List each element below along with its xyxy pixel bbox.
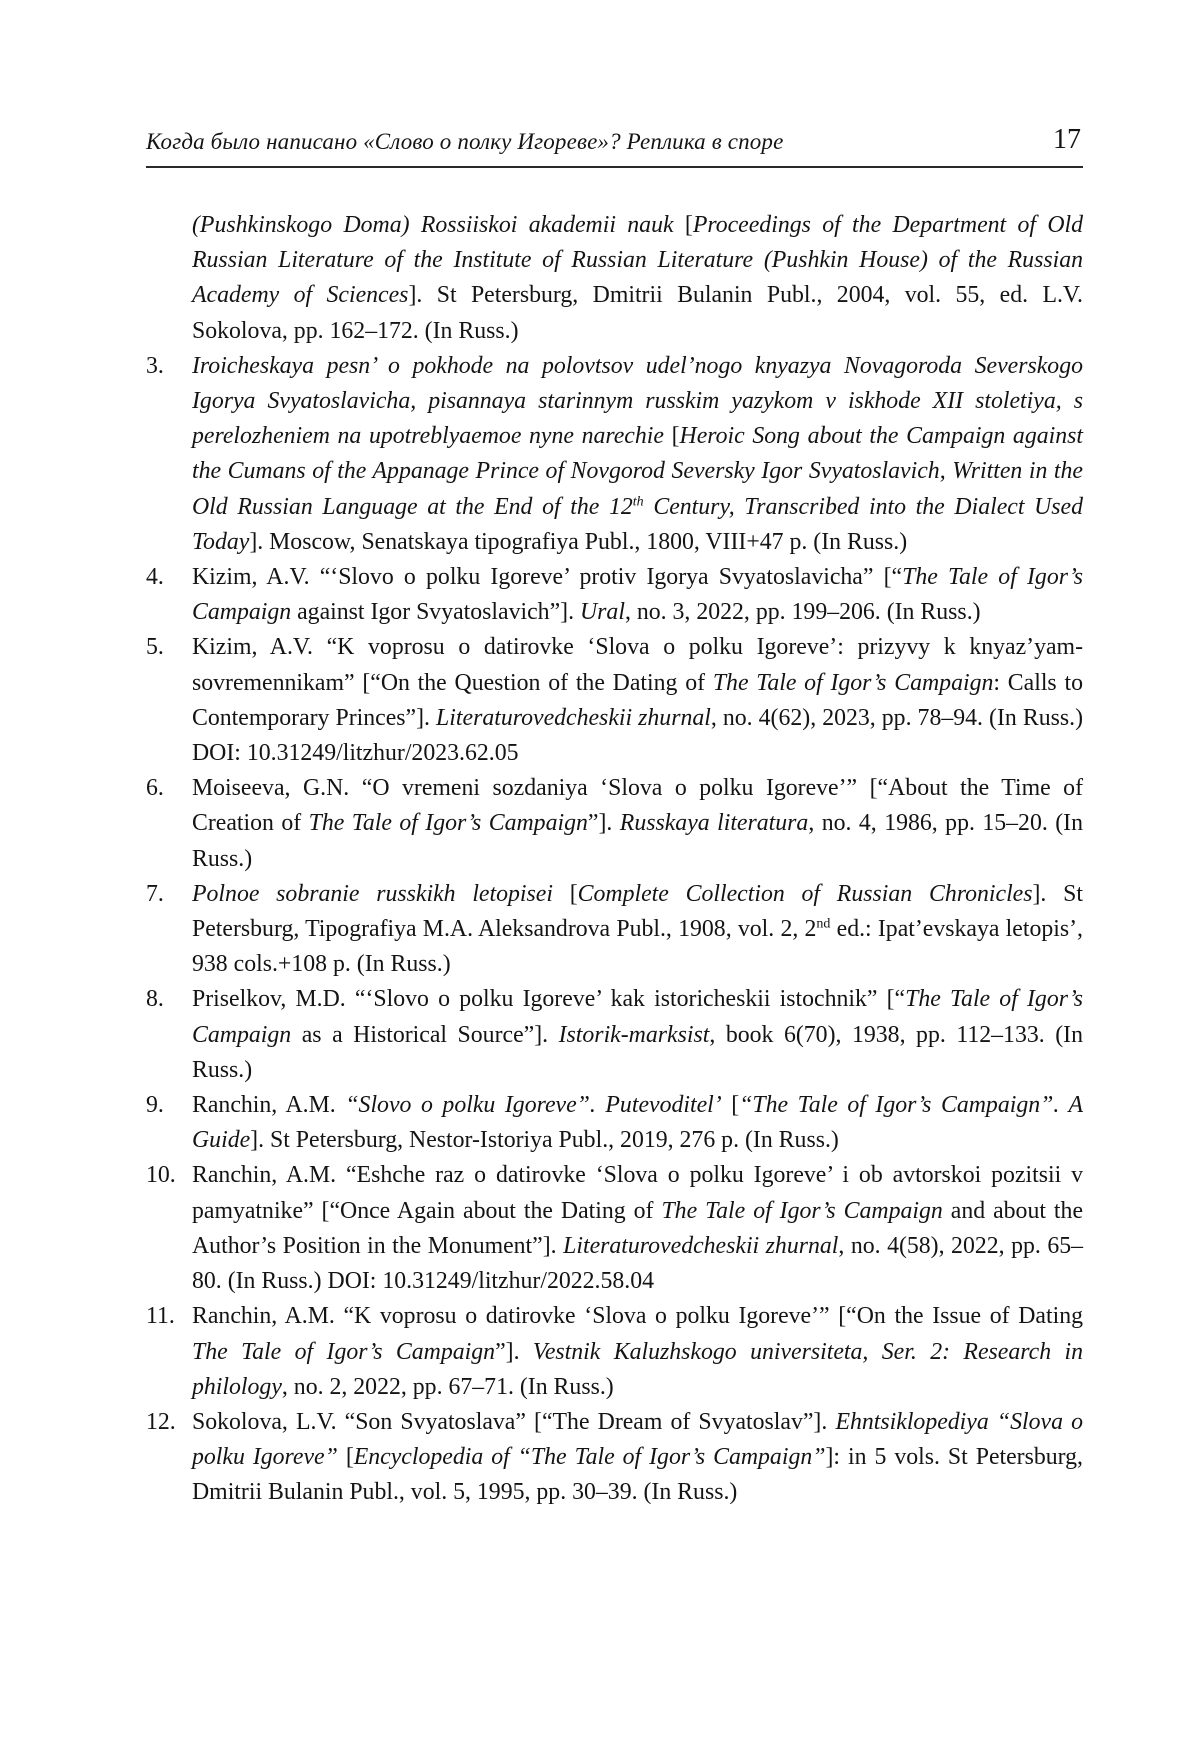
text-segment: ]. Moscow, Senatskaya tipografiya Publ., 1800, VIII+47 p. (In Russ.) — [249, 528, 908, 555]
italic-segment: Encyclopedia of “The Tale of Igor’s Campaign” — [353, 1444, 826, 1471]
italic-segment: The Tale of Igor’s Campaign — [712, 669, 994, 696]
reference-number: 7. — [146, 880, 164, 907]
reference-number: 12. — [146, 1408, 176, 1435]
text-segment: , no. 4, 1986, pp. 15–20. (In Russ.) — [192, 810, 1083, 872]
text-segment: ]. St Petersburg, Nestor-Istoriya Publ., 2019, 276 p. (In Russ.) — [250, 1127, 839, 1154]
reference-item — [146, 1088, 1083, 1158]
reference-item — [146, 630, 1083, 771]
italic-segment: Istorik-marksist — [558, 1021, 710, 1048]
italic-segment: Russkaya literatura — [619, 810, 809, 837]
text-segment: ]: in 5 vols. St Petersburg, Dmitrii Bulanin Publ., vol. 5, 1995, pp. 30–39. (In Russ.) — [192, 1444, 1084, 1506]
text-segment: , no. 4(58), 2022, pp. 65–80. (In Russ.) DOI: 10.31249/litzhur/2022.58.04 — [192, 1232, 1084, 1295]
reference-number: 10. — [146, 1162, 176, 1189]
reference-item — [146, 1405, 1083, 1511]
text-segment: , no. 3, 2022, pp. 199–206. (In Russ.) — [624, 599, 981, 626]
reference-text — [192, 349, 1083, 560]
italic-segment: Literaturovedcheskii zhurnal — [436, 704, 711, 731]
text-segment: : Calls to Contemporary Princes”]. — [192, 669, 1083, 731]
reference-text — [192, 208, 1083, 349]
reference-number: 9. — [146, 1092, 164, 1119]
italic-segment: The Tale of Igor’s Campaign — [192, 986, 1083, 1048]
text-segment: Moiseeva, G.N. “O vremeni sozdaniya ‘Slova o polku Igoreve’” [“About the Time of Creation of — [192, 775, 1083, 837]
reference-text — [192, 771, 1083, 877]
text-segment: Kizim, A.V. “‘Slovo o polku Igoreve’ protiv Igorya Svyatoslavicha” [“ — [192, 564, 903, 591]
text-segment: Sokolova, L.V. “Son Svyatoslava” [“The Dream of Svyatoslav”]. — [192, 1408, 836, 1435]
text-segment: Ranchin, A.M. “Eshche raz o datirovke ‘Slova o polku Igoreve’ i ob avtorskoi pozitsii v pamyatnike” [“Once Again about the Dating of — [192, 1162, 1083, 1224]
reference-item — [146, 877, 1083, 983]
text-segment: Priselkov, M.D. “‘Slovo o polku Igoreve’ kak istoricheskii istochnik” [“ — [192, 986, 906, 1013]
reference-text — [192, 1088, 1083, 1158]
text-segment: ”]. — [587, 810, 620, 837]
italic-segment: Ehntsiklopediya “Slova o polku Igoreve” — [192, 1408, 1083, 1471]
italic-segment: Literaturovedcheskii zhurnal — [563, 1232, 839, 1259]
italic-segment: Proceedings of the Department of Old Russian Literature of the Institute of Russian Literature (Pushkin House) of the Russian Academy of Sciences — [192, 212, 1084, 309]
italic-segment: Century, Transcribed into the Dialect Used Today — [192, 493, 1083, 555]
text-segment: [ — [721, 1092, 740, 1119]
italic-segment: The Tale of Igor’s Campaign — [308, 810, 588, 837]
italic-segment: (Pushkinskogo Doma) Rossiiskoi akademii nauk — [192, 212, 674, 238]
text-segment: Ranchin, A.M. “K voprosu o datirovke ‘Slova o polku Igoreve’” [“On the Issue of Dating — [192, 1303, 1083, 1330]
reference-text — [192, 1405, 1083, 1511]
reference-text — [192, 630, 1083, 771]
text-segment: , book 6(70), 1938, pp. 112–133. (In Russ.) — [192, 1021, 1083, 1083]
reference-number: 8. — [146, 986, 164, 1013]
text-segment: Ranchin, A.M. — [192, 1092, 346, 1119]
reference-item — [146, 208, 1083, 349]
italic-segment: Vestnik Kaluzhskogo universiteta, Ser. 2: Research in philology — [192, 1338, 1083, 1400]
text-segment: [ — [673, 212, 693, 238]
italic-segment: Polnoe sobranie russkikh letopisei — [192, 880, 553, 907]
reference-text — [192, 1299, 1083, 1405]
text-segment: ”]. — [495, 1338, 533, 1365]
reference-number: 3. — [146, 352, 164, 379]
running-title: Когда было написано «Слово о полку Игореве»? Реплика в споре — [146, 129, 784, 154]
reference-text — [192, 982, 1083, 1088]
reference-item — [146, 982, 1083, 1088]
reference-text — [192, 560, 1083, 630]
text-segment: [ — [552, 880, 578, 907]
italic-segment: The Tale of Igor’s Campaign — [661, 1197, 943, 1224]
reference-item — [146, 1158, 1083, 1299]
italic-segment: Ural — [579, 599, 625, 626]
text-segment: , no. 4(62), 2023, pp. 78–94. (In Russ.) DOI: 10.31249/litzhur/2023.62.05 — [192, 704, 1083, 767]
reference-number: 5. — [146, 634, 164, 661]
reference-number: 11. — [146, 1303, 175, 1330]
italic-segment: The Tale of Igor’s Campaign — [192, 564, 1083, 626]
text-segment: and about the Author’s Position in the Monument”]. — [192, 1197, 1084, 1259]
italic-segment: Iroicheskaya pesn’ o pokhode na polovtsov udel’nogo knyazya Novagoroda Severskogo Igorya Svyatoslavicha, pisannaya starinnym russkim yazykom v iskhode XII stoletiya, s perelozheniem na upotreblyaemoe nyne narechie — [192, 352, 1083, 450]
reference-item — [146, 771, 1083, 877]
running-head — [146, 118, 1083, 168]
reference-item — [146, 1299, 1083, 1405]
italic-segment: Heroic Song about the Campaign against the Cumans of the Appanage Prince of Novgorod Seversky Igor Svyatoslavich, Written in the Old Russian Language at the End of the 12 — [192, 423, 1083, 520]
text-segment: ]. St Petersburg, Dmitrii Bulanin Publ., 2004, vol. 55, ed. L.V. Sokolova, pp. 162–172. (In Russ.) — [192, 282, 1083, 344]
text-segment: , no. 2, 2022, pp. 67–71. (In Russ.) — [281, 1373, 614, 1400]
text-segment: Kizim, A.V. “K voprosu o datirovke ‘Slova o polku Igoreve’: prizyvy k knyaz’yam-sovremennikam” [“On the Question of the Dating of — [192, 634, 1083, 696]
reference-item — [146, 560, 1083, 630]
text-segment: against Igor Svyatoslavich”]. — [291, 599, 580, 626]
reference-list — [146, 208, 1083, 1511]
superscript: th — [632, 493, 644, 509]
reference-item — [146, 349, 1083, 560]
text-segment: ed.: Ipat’evskaya letopis’, 938 cols.+108 p. (In Russ.) — [192, 916, 1084, 978]
reference-text — [192, 877, 1083, 983]
italic-segment: “Slovo o polku Igoreve”. Putevoditel’ — [345, 1092, 722, 1119]
italic-segment: “The Tale of Igor’s Campaign”. A Guide — [192, 1092, 1083, 1154]
superscript: nd — [816, 916, 831, 932]
text-segment: ]. St Petersburg, Tipografiya M.A. Aleksandrova Publ., 1908, vol. 2, 2 — [192, 880, 1083, 943]
text-segment: [ — [337, 1444, 354, 1471]
text-segment: as a Historical Source”]. — [291, 1021, 559, 1048]
italic-segment: The Tale of Igor’s Campaign — [192, 1338, 496, 1365]
italic-segment: Complete Collection of Russian Chronicles — [577, 880, 1033, 907]
reference-number: 6. — [146, 775, 164, 802]
reference-text — [192, 1158, 1083, 1299]
page-number: 17 — [1053, 124, 1081, 155]
text-segment: [ — [663, 423, 680, 450]
reference-number: 4. — [146, 564, 164, 591]
